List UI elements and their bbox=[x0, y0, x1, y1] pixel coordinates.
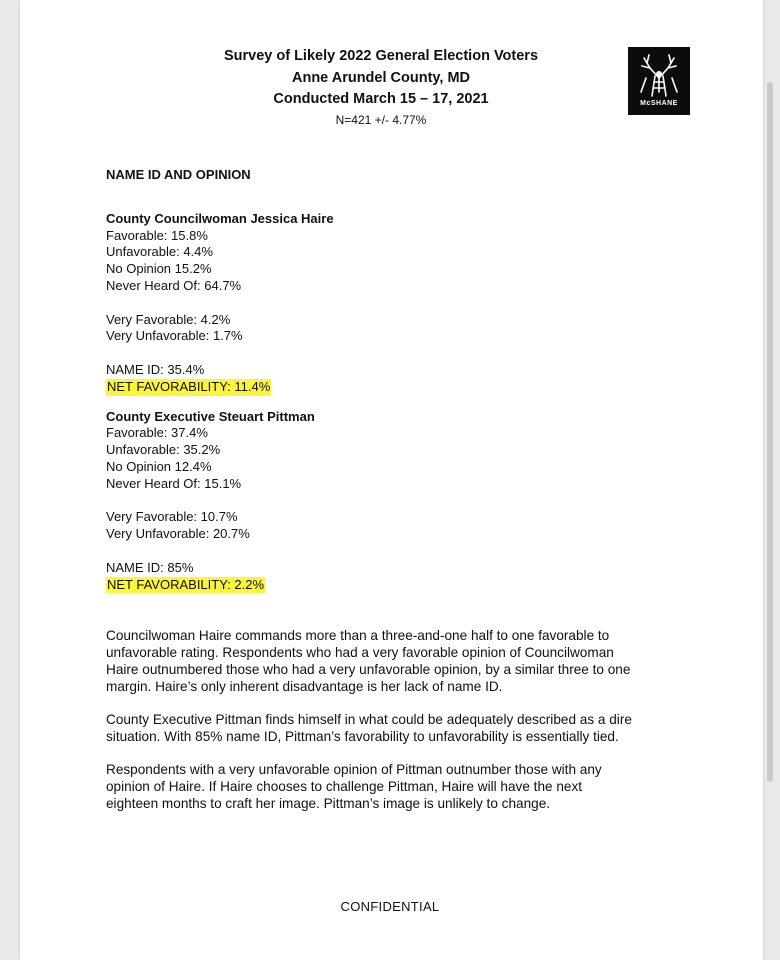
haire-block bbox=[106, 211, 686, 396]
scrollbar[interactable] bbox=[767, 82, 773, 782]
paragraph-line: situation. With 85% name ID, Pittman’s favorability to unfavorability is essentially tied. bbox=[106, 729, 619, 745]
pittman-unfavorable: Unfavorable: 35.2% bbox=[106, 442, 221, 458]
paragraph-line: Haire outnumbered those who had a very unfavorable opinion, by a similar three to one bbox=[106, 662, 631, 678]
analysis-paragraph-1 bbox=[106, 627, 686, 695]
document-page bbox=[20, 0, 763, 960]
paragraph-line: eighteen months to craft her image. Pittman’s image is unlikely to change. bbox=[106, 796, 551, 812]
paragraph-line: opinion of Haire. If Haire chooses to challenge Pittman, Haire will have the next bbox=[106, 779, 583, 795]
haire-favorable: Favorable: 15.8% bbox=[106, 227, 208, 243]
haire-never-heard: Never Heard Of: 64.7% bbox=[106, 277, 242, 293]
survey-dates: Conducted March 15 – 17, 2021 bbox=[273, 91, 489, 107]
pittman-name: County Executive Steuart Pittman bbox=[106, 408, 315, 424]
pittman-block bbox=[106, 409, 686, 594]
haire-unfavorable: Unfavorable: 4.4% bbox=[106, 244, 213, 260]
survey-sample-size: N=421 +/- 4.77% bbox=[335, 112, 427, 127]
mcshane-logo bbox=[628, 47, 690, 115]
pittman-very-favorable: Very Favorable: 10.7% bbox=[106, 509, 238, 525]
deer-antlers-logo-icon bbox=[636, 52, 682, 98]
confidential-footer: CONFIDENTIAL bbox=[340, 899, 440, 914]
haire-no-opinion: No Opinion 15.2% bbox=[106, 261, 212, 277]
paragraph-line: Respondents with a very unfavorable opinion of Pittman outnumber those with any bbox=[106, 762, 602, 778]
haire-very-favorable: Very Favorable: 4.2% bbox=[106, 311, 231, 327]
analysis-paragraph-2 bbox=[106, 711, 686, 745]
analysis-paragraph-3 bbox=[106, 761, 686, 812]
pittman-no-opinion: No Opinion 12.4% bbox=[106, 458, 212, 474]
paragraph-line: margin. Haire’s only inherent disadvantage is her lack of name ID. bbox=[106, 679, 503, 695]
pittman-never-heard: Never Heard Of: 15.1% bbox=[106, 475, 242, 491]
pittman-net-favorability: NET FAVORABILITY: 2.2% bbox=[107, 576, 265, 592]
pittman-very-unfavorable: Very Unfavorable: 20.7% bbox=[106, 526, 250, 542]
haire-name: County Councilwoman Jessica Haire bbox=[106, 210, 334, 226]
pittman-favorable: Favorable: 37.4% bbox=[106, 425, 208, 441]
survey-location: Anne Arundel County, MD bbox=[291, 69, 470, 86]
logo-text: McSHANE bbox=[640, 100, 678, 107]
section-title: NAME ID AND OPINION bbox=[106, 167, 251, 182]
pittman-name-id: NAME ID: 85% bbox=[106, 559, 194, 575]
document-body bbox=[106, 167, 686, 812]
survey-title: Survey of Likely 2022 General Election Voters bbox=[223, 48, 539, 64]
paragraph-line: County Executive Pittman finds himself in what could be adequately described as a dire bbox=[106, 712, 632, 728]
haire-net-favorability: NET FAVORABILITY: 11.4% bbox=[107, 378, 271, 394]
paragraph-line: unfavorable rating. Respondents who had a very favorable opinion of Councilwoman bbox=[106, 645, 614, 661]
paragraph-line: Councilwoman Haire commands more than a three-and-one half to one favorable to bbox=[106, 628, 610, 644]
haire-very-unfavorable: Very Unfavorable: 1.7% bbox=[106, 328, 243, 344]
haire-name-id: NAME ID: 35.4% bbox=[106, 361, 205, 377]
